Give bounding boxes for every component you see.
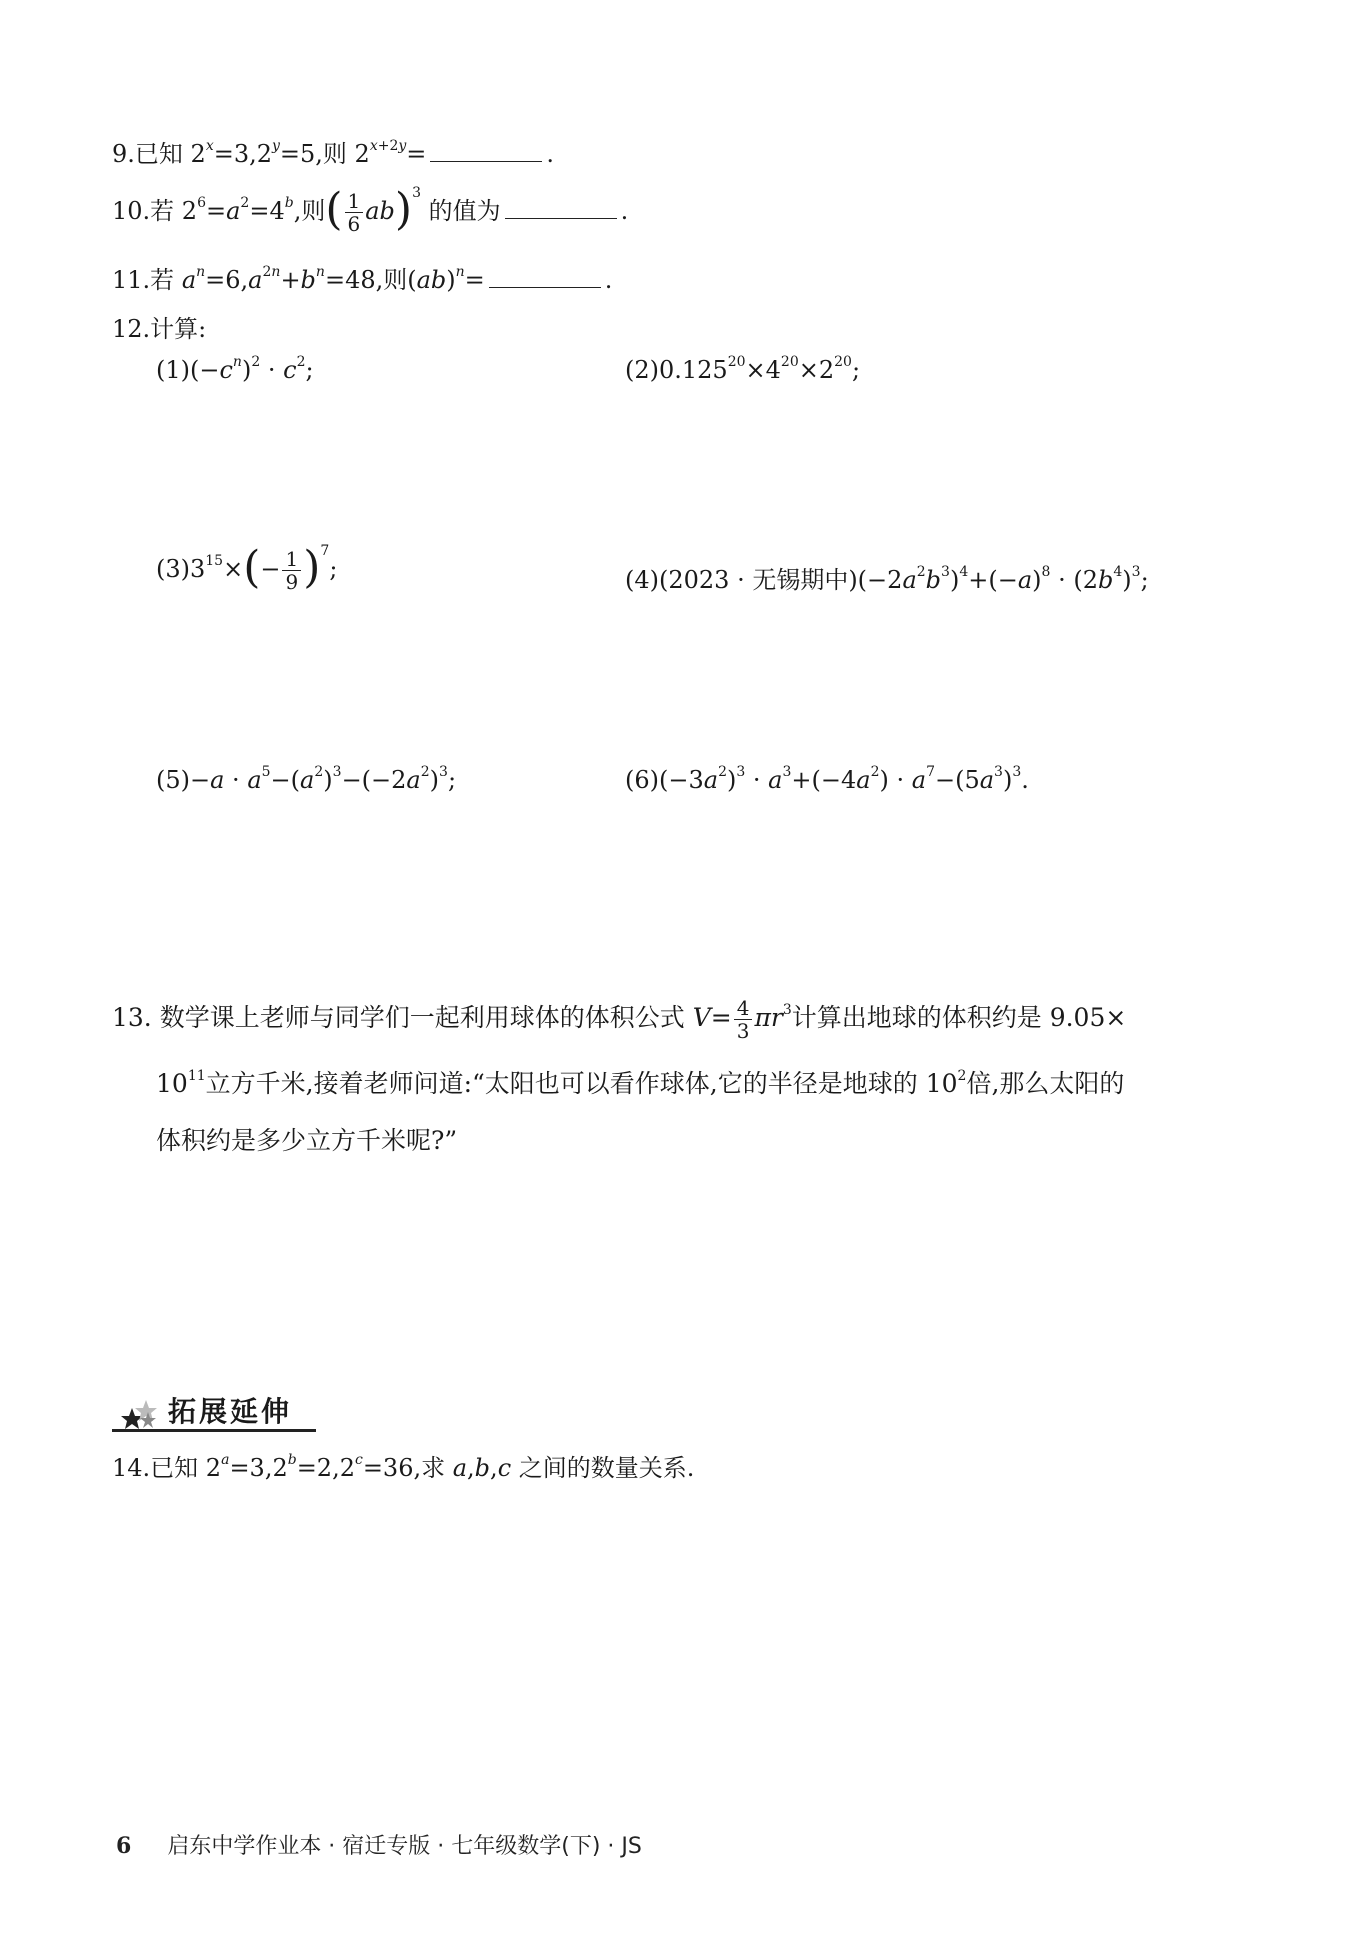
question-title: 计算: — [150, 315, 207, 343]
section-title: 拓展延伸 — [168, 1395, 293, 1428]
question-number: 10. — [112, 197, 151, 225]
fraction: $\frac{1}{6}$ — [345, 190, 364, 235]
section-underline — [112, 1429, 316, 1432]
question-10: 10.若 $2^6=a^2=4^b$,则( $\frac{1}{6}$ ab)$^3$ 的值为 . — [112, 183, 629, 236]
page-footer — [116, 1829, 642, 1860]
calc-item-3: $(3)3^{15}\times(-$ $\frac{1}{9}$ )$^7$; — [156, 541, 338, 594]
answer-blank[interactable] — [430, 141, 542, 162]
q13-line-2: $10^{11}$立方千米,接着老师问道:“太阳也可以看作球体,它的半径是地球的 $10^2$倍,那么太阳的 — [156, 1068, 1125, 1098]
calc-item-2: $(2)0.125^{20}\times 4^{20}\times 2^{20}$; — [625, 354, 861, 384]
question-text: 已知 $2^a=3,2^b=2,2^c=36$,求 a,b,c 之间的数量关系. — [150, 1452, 695, 1482]
fraction: $\frac{4}{3}$ — [734, 997, 753, 1042]
calc-item-1: $(1)(-c^n)^2 \cdot c^2$; — [156, 354, 314, 384]
section-header — [112, 1390, 316, 1436]
question-9: 9.已知 $2^x=3,2^y=5$,则 $2^{x+2y}=$ . — [112, 138, 555, 168]
question-number: 14. — [112, 1454, 151, 1482]
q13-line-1: 13. 数学课上老师与同学们一起利用球体的体积公式 V= $\frac{4}{3}$ $\pi r^3$计算出地球的体积约是 9.05× — [112, 996, 1127, 1043]
question-11: 11.若 $a^n=6,a^{2n}+b^n=48$,则(ab)$^n$= . — [112, 264, 613, 294]
question-14 — [112, 1448, 694, 1483]
question-number: 9. — [112, 140, 135, 168]
question-text: 已知 $2^x=3,2^y=5$,则 $2^{x+2y}=$ — [134, 138, 427, 168]
question-text: 若 $2^6=a^2=4^b$,则( $\frac{1}{6}$ ab)$^3$ 的值为 — [150, 183, 501, 236]
answer-blank[interactable] — [505, 198, 617, 219]
book-title: 启东中学作业本 · 宿迁专版 · 七年级数学(下) · JS — [167, 1834, 642, 1859]
calc-item-6: $(6)(-3a^2)^3 \cdot a^3+(-4a^2) \cdot a^7-(5a^3)^3$. — [625, 764, 1029, 794]
question-13 — [112, 985, 1126, 1165]
stars-icon — [112, 1394, 172, 1434]
question-number: 12. — [112, 315, 151, 343]
question-text: 若 $a^n=6,a^{2n}+b^n=48$,则(ab)$^n$= — [150, 264, 485, 294]
q13-line-3: 体积约是多少立方千米呢?” — [156, 1126, 458, 1155]
question-number: 11. — [112, 266, 151, 294]
fraction: $\frac{1}{9}$ — [282, 548, 301, 593]
calc-item-4: (4)(2023 · 无锡期中)$(-2a^2b^3)^4+(-a)^8 \cdot (2b^4)^3$; — [625, 564, 1149, 594]
calc-item-5: $(5)-a \cdot a^5-(a^2)^3-(-2a^2)^3$; — [156, 764, 457, 794]
answer-blank[interactable] — [489, 267, 601, 288]
page-number: 6 — [116, 1833, 132, 1859]
question-12 — [112, 309, 206, 344]
